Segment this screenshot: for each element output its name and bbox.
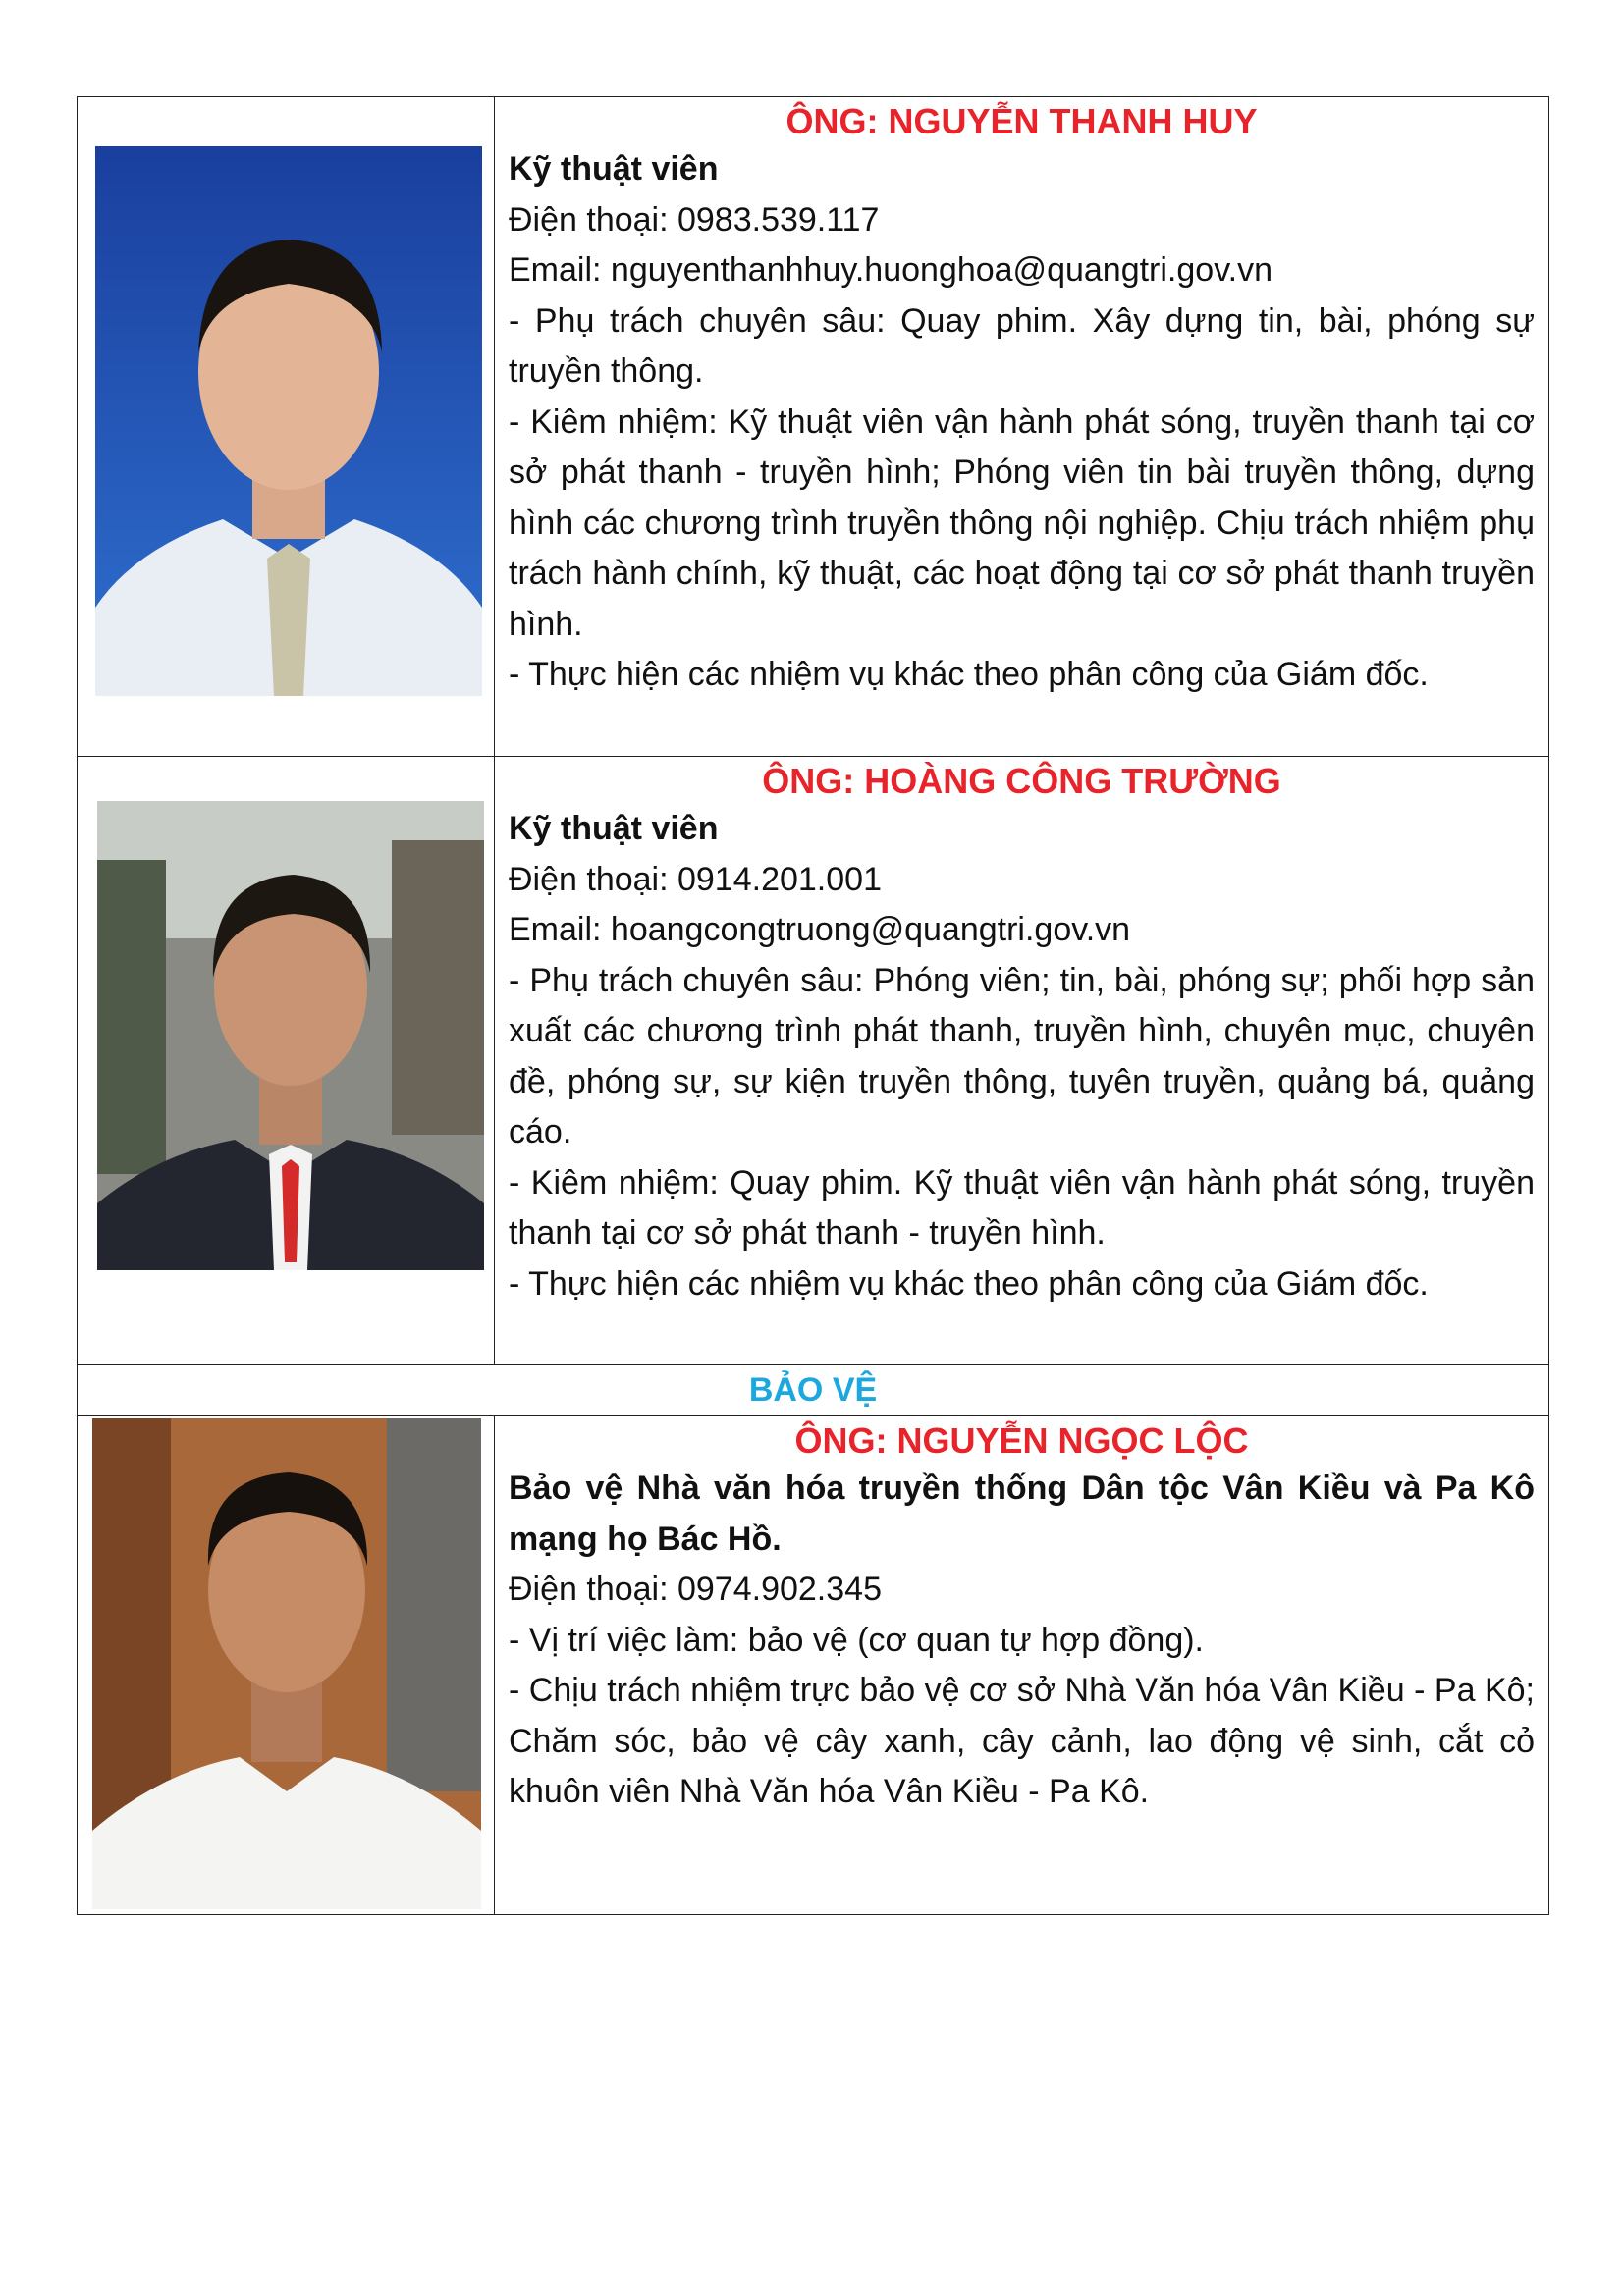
staff-role: Bảo vệ Nhà văn hóa truyền thống Dân tộc Vân Kiều và Pa Kô mạng họ Bác Hồ. bbox=[509, 1469, 1535, 1558]
photo-cell bbox=[78, 757, 495, 1365]
staff-table bbox=[77, 96, 1549, 1915]
staff-phone: Điện thoại: 0974.902.345 bbox=[509, 1571, 882, 1608]
photo-cell bbox=[78, 1416, 495, 1915]
staff-row bbox=[78, 1416, 1549, 1915]
staff-name: ÔNG: NGUYỄN NGỌC LỘC bbox=[794, 1420, 1249, 1461]
staff-email: Email: nguyenthanhhuy.huonghoa@quangtri.gov.vn bbox=[509, 251, 1273, 289]
portrait-photo bbox=[92, 1418, 481, 1909]
staff-row bbox=[78, 757, 1549, 1365]
section-row bbox=[78, 1365, 1549, 1416]
portrait-photo bbox=[95, 146, 482, 696]
staff-info-cell bbox=[495, 1416, 1549, 1915]
staff-duty: - Chịu trách nhiệm trực bảo vệ cơ sở Nhà Văn hóa Vân Kiều - Pa Kô; Chăm sóc, bảo vệ cây xanh, cây cảnh, lao động vệ sinh, cắt cỏ khuôn viên Nhà Văn hóa Vân Kiều - Pa Kô. bbox=[509, 1672, 1535, 1810]
staff-duty: - Thực hiện các nhiệm vụ khác theo phân công của Giám đốc. bbox=[509, 656, 1429, 693]
staff-role: Kỹ thuật viên bbox=[509, 810, 719, 847]
staff-duty: - Kiêm nhiệm: Kỹ thuật viên vận hành phát sóng, truyền thanh tại cơ sở phát thanh - truyền hình; Phóng viên tin bài truyền thông, dựng hình các chương trình truyền thông nội nghiệp. Chịu trách nhiệm phụ trách hành chính, kỹ thuật, các hoạt động tại cơ sở phát thanh truyền hình. bbox=[509, 402, 1535, 643]
staff-duty: - Vị trí việc làm: bảo vệ (cơ quan tự hợp đồng). bbox=[509, 1621, 1204, 1659]
staff-email: Email: hoangcongtruong@quangtri.gov.vn bbox=[509, 911, 1131, 948]
staff-info-cell bbox=[495, 97, 1549, 757]
staff-info-cell bbox=[495, 757, 1549, 1365]
staff-duty: - Phụ trách chuyên sâu: Quay phim. Xây dựng tin, bài, phóng sự truyền thông. bbox=[509, 301, 1535, 390]
portrait-photo bbox=[97, 801, 484, 1270]
staff-name: ÔNG: NGUYỄN THANH HUY bbox=[785, 101, 1258, 141]
staff-row bbox=[78, 97, 1549, 757]
staff-role: Kỹ thuật viên bbox=[509, 150, 719, 187]
staff-name: ÔNG: HOÀNG CÔNG TRƯỜNG bbox=[762, 761, 1281, 801]
staff-phone: Điện thoại: 0983.539.117 bbox=[509, 200, 880, 239]
photo-cell bbox=[78, 97, 495, 757]
staff-duty: - Kiêm nhiệm: Quay phim. Kỹ thuật viên vận hành phát sóng, truyền thanh tại cơ sở phát thanh - truyền hình. bbox=[509, 1163, 1535, 1252]
staff-duty: - Thực hiện các nhiệm vụ khác theo phân công của Giám đốc. bbox=[509, 1264, 1429, 1303]
staff-phone: Điện thoại: 0914.201.001 bbox=[509, 860, 882, 898]
section-title: BẢO VỆ bbox=[78, 1365, 1549, 1416]
staff-duty: - Phụ trách chuyên sâu: Phóng viên; tin, bài, phóng sự; phối hợp sản xuất các chương trình phát thanh, truyền hình, chuyên mục, chuyên đề, phóng sự, sự kiện truyền thông, tuyên truyền, quảng bá, quảng cáo. bbox=[509, 961, 1535, 1150]
